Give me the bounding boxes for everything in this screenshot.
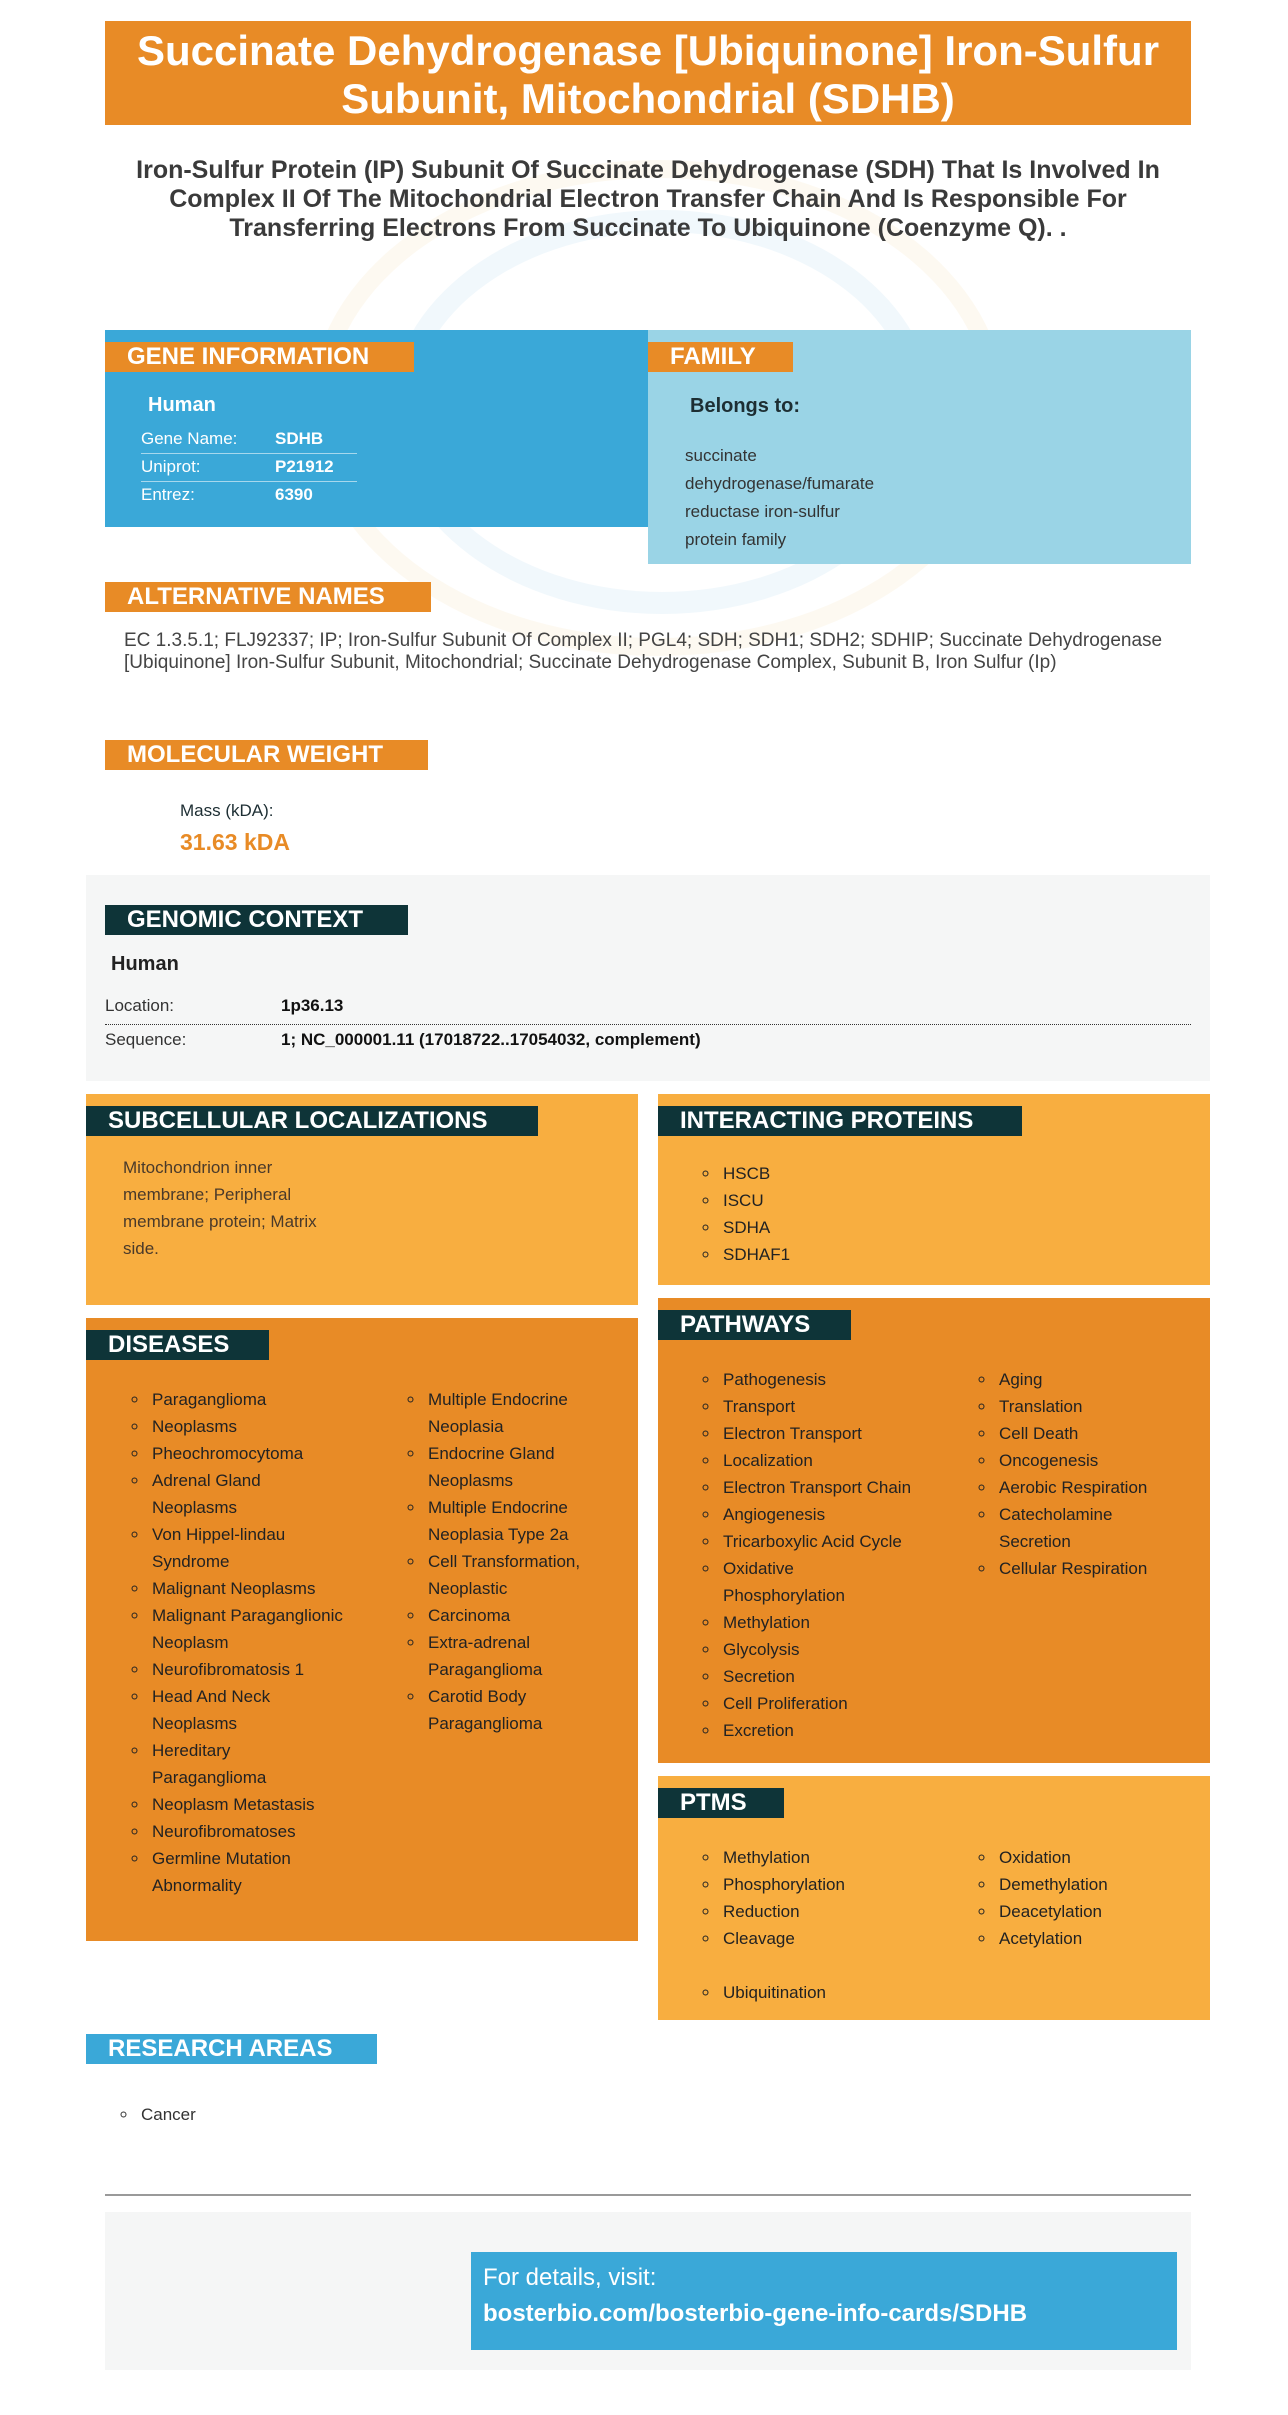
- gene-info-table: [141, 426, 357, 509]
- list-item: ◦ Excretion: [720, 1717, 960, 1744]
- list-item: ◦ Head And Neck Neoplasms: [149, 1683, 349, 1737]
- list-item: ◦ Oxidation: [996, 1844, 1196, 1871]
- subcellular-line: membrane protein; Matrix: [123, 1212, 317, 1231]
- entrez-label: Entrez:: [141, 485, 195, 504]
- diseases-panel: [86, 1318, 638, 1941]
- interacting-proteins-heading: INTERACTING PROTEINS: [658, 1106, 1022, 1136]
- list-item: ◦ Phosphorylation: [720, 1871, 960, 1898]
- list-item: ◦ Cellular Respiration: [996, 1555, 1196, 1582]
- list-item: ◦ Cleavage: [720, 1925, 960, 1952]
- list-item: ◦ Demethylation: [996, 1871, 1196, 1898]
- uniprot-row: [141, 454, 357, 482]
- belongs-to-label: Belongs to:: [690, 395, 800, 417]
- family-line: dehydrogenase/fumarate: [685, 474, 875, 493]
- research-areas-heading: RESEARCH AREAS: [86, 2034, 377, 2064]
- pathways-panel: [658, 1298, 1210, 1763]
- ptms-list-col1: [700, 1844, 960, 1952]
- subcellular-line: side.: [123, 1239, 159, 1258]
- list-item: ◦ Tricarboxylic Acid Cycle: [720, 1528, 960, 1555]
- gene-species: Human: [148, 394, 216, 416]
- location-row: [105, 993, 1191, 1025]
- list-item: ◦ Neurofibromatosis 1: [149, 1656, 349, 1683]
- diseases-list-col2: [405, 1386, 625, 1737]
- interacting-proteins-list: [700, 1160, 790, 1268]
- research-areas-list: [118, 2101, 196, 2128]
- family-panel: [648, 330, 1191, 564]
- list-item: ◦ Oncogenesis: [996, 1447, 1196, 1474]
- genomic-species: Human: [111, 953, 179, 975]
- gene-name-row: [141, 426, 357, 454]
- list-item: ◦ Neoplasm Metastasis: [149, 1791, 349, 1818]
- list-item: ◦ Catecholamine Secretion: [996, 1501, 1179, 1555]
- list-item: ◦ Localization: [720, 1447, 960, 1474]
- gene-name-value: SDHB: [275, 426, 357, 454]
- family-line: succinate: [685, 446, 757, 465]
- diseases-list-col1: [129, 1386, 349, 1899]
- footer-divider: [105, 2194, 1191, 2196]
- list-item: ◦ Secretion: [720, 1663, 960, 1690]
- list-item: ◦ Neoplasms: [149, 1413, 349, 1440]
- family-heading: FAMILY: [648, 342, 793, 372]
- list-item: ◦ Ubiquitination: [720, 1979, 960, 2006]
- pathways-heading: PATHWAYS: [658, 1310, 851, 1340]
- uniprot-label: Uniprot:: [141, 454, 275, 482]
- list-item: ◦ Carotid Body Paraganglioma: [425, 1683, 625, 1737]
- list-item: ◦ HSCB: [720, 1160, 790, 1187]
- location-label: Location:: [105, 996, 174, 1015]
- list-item: ◦ Deacetylation: [996, 1898, 1196, 1925]
- entrez-row: [141, 482, 357, 510]
- subcellular-line: Mitochondrion inner: [123, 1158, 273, 1177]
- subcellular-text: [123, 1154, 317, 1262]
- list-item: ◦ Neurofibromatoses: [149, 1818, 349, 1845]
- list-item: ◦ Transport: [720, 1393, 960, 1420]
- mass-value: 31.63 kDA: [180, 829, 290, 855]
- entrez-value: 6390: [275, 485, 313, 504]
- pathways-list-col1: [700, 1366, 960, 1744]
- gene-name-label: Gene Name:: [141, 426, 275, 454]
- list-item: ◦ Hereditary Paraganglioma: [149, 1737, 349, 1791]
- list-item: ◦ Oxidative Phosphorylation: [720, 1555, 893, 1609]
- details-link-box[interactable]: [471, 2252, 1177, 2350]
- sequence-row: [105, 1025, 1191, 1056]
- diseases-heading: DISEASES: [86, 1330, 269, 1360]
- gene-information-heading: GENE INFORMATION: [105, 342, 414, 372]
- list-item: ◦ Methylation: [720, 1844, 960, 1871]
- list-item: ◦ Electron Transport: [720, 1420, 960, 1447]
- list-item: ◦ Electron Transport Chain: [720, 1474, 960, 1501]
- list-item: ◦ Endocrine Gland Neoplasms: [425, 1440, 625, 1494]
- list-item: ◦ Cancer: [138, 2101, 196, 2128]
- list-item: ◦ Von Hippel-lindau Syndrome: [149, 1521, 349, 1575]
- list-item: ◦ Reduction: [720, 1898, 960, 1925]
- ptms-panel: [658, 1776, 1210, 2020]
- gene-information-panel: [105, 330, 648, 527]
- list-item: ◦ Adrenal Gland Neoplasms: [149, 1467, 349, 1521]
- family-line: protein family: [685, 530, 787, 549]
- details-label: For details, visit:: [483, 2264, 657, 2291]
- list-item: ◦ Angiogenesis: [720, 1501, 960, 1528]
- page-title: Succinate Dehydrogenase [Ubiquinone] Iron-Sulfur Subunit, Mitochondrial (SDHB): [105, 21, 1191, 125]
- list-item: ◦ Aging: [996, 1366, 1196, 1393]
- list-item: ◦ Cell Death: [996, 1420, 1196, 1447]
- interacting-proteins-panel: [658, 1094, 1210, 1285]
- list-item: ◦ Cell Transformation, Neoplastic: [425, 1548, 625, 1602]
- alternative-names-text: EC 1.3.5.1; FLJ92337; IP; Iron-Sulfur Subunit Of Complex II; PGL4; SDH; SDH1; SDH2; SDHIP; Succinate Dehydrogenase [Ubiquinone] Iron-Sulfur Subunit, Mitochondrial; Succinate Dehydrogenase Complex, Subunit B, Iron Sulfur (Ip): [124, 630, 1163, 673]
- ptms-list-extra: [700, 1979, 960, 2006]
- list-item: ◦ Germline Mutation Abnormality: [149, 1845, 349, 1899]
- list-item: ◦ Aerobic Respiration: [996, 1474, 1196, 1501]
- list-item: ◦ SDHA: [720, 1214, 790, 1241]
- list-item: ◦ Cell Proliferation: [720, 1690, 960, 1717]
- subcellular-panel: [86, 1094, 638, 1305]
- ptms-heading: PTMS: [658, 1788, 784, 1818]
- list-item: ◦ Malignant Paraganglionic Neoplasm: [149, 1602, 349, 1656]
- subcellular-line: membrane; Peripheral: [123, 1185, 292, 1204]
- list-item: ◦ Multiple Endocrine Neoplasia: [425, 1386, 625, 1440]
- list-item: ◦ SDHAF1: [720, 1241, 790, 1268]
- list-item: ◦ Glycolysis: [720, 1636, 960, 1663]
- sequence-label: Sequence:: [105, 1030, 187, 1049]
- list-item: ◦ Pheochromocytoma: [149, 1440, 349, 1467]
- alternative-names-heading: ALTERNATIVE NAMES: [105, 582, 431, 612]
- list-item: ◦ Extra-adrenal Paraganglioma: [425, 1629, 625, 1683]
- genomic-context-panel: [86, 875, 1210, 1081]
- mass-label: Mass (kDA):: [180, 801, 274, 820]
- list-item: ◦ Acetylation: [996, 1925, 1196, 1952]
- location-value: 1p36.13: [281, 996, 344, 1015]
- ptms-list-col2: [976, 1844, 1196, 1952]
- list-item: ◦ Methylation: [720, 1609, 960, 1636]
- list-item: ◦ Multiple Endocrine Neoplasia Type 2a: [425, 1494, 625, 1548]
- genomic-context-heading: GENOMIC CONTEXT: [105, 905, 408, 935]
- family-line: reductase iron-sulfur: [685, 502, 840, 521]
- list-item: ◦ Carcinoma: [425, 1602, 625, 1629]
- family-text: [685, 442, 874, 554]
- list-item: ◦ Pathogenesis: [720, 1366, 960, 1393]
- list-item: ◦ Paraganglioma: [149, 1386, 349, 1413]
- molecular-weight-heading: MOLECULAR WEIGHT: [105, 740, 428, 770]
- subcellular-heading: SUBCELLULAR LOCALIZATIONS: [86, 1106, 538, 1136]
- list-item: ◦ Malignant Neoplasms: [149, 1575, 349, 1602]
- gene-description: Iron-Sulfur Protein (IP) Subunit Of Succinate Dehydrogenase (SDH) That Is Involved In Complex II Of The Mitochondrial Electron Transfer Chain And Is Responsible For Transferring Electrons From Succinate To Ubiquinone (Coenzyme Q). .: [136, 156, 1160, 242]
- list-item: ◦ Translation: [996, 1393, 1196, 1420]
- details-url-link[interactable]: bosterbio.com/bosterbio-gene-info-cards/SDHB: [483, 2300, 1028, 2327]
- uniprot-value: P21912: [275, 454, 357, 482]
- sequence-value: 1; NC_000001.11 (17018722..17054032, complement): [281, 1030, 701, 1049]
- pathways-list-col2: [976, 1366, 1196, 1582]
- list-item: ◦ ISCU: [720, 1187, 790, 1214]
